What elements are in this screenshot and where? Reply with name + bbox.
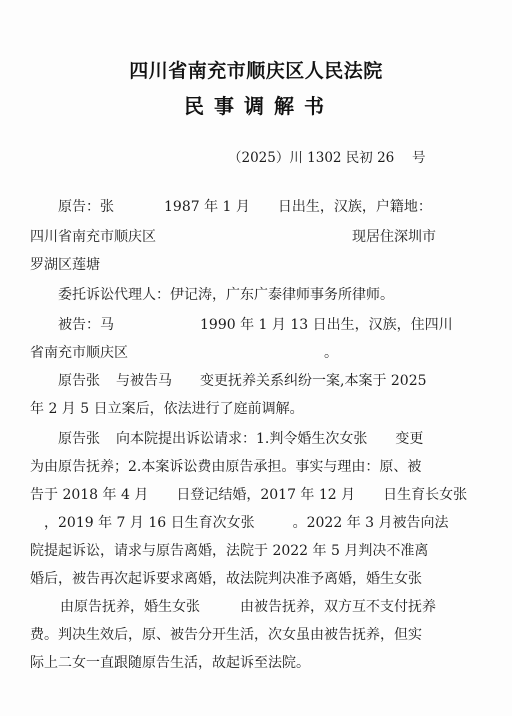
text-segment: 罗湖区莲塘 xyxy=(30,257,100,273)
text-segment: 四川省南充市顺庆区 xyxy=(30,229,156,245)
court-name: 四川省南充市顺庆区人民法院 xyxy=(129,60,383,82)
text-segment: 际上二女一直跟随原告生活，故起诉至法院。 xyxy=(30,655,310,671)
defendant-line xyxy=(58,314,453,334)
text-segment: 原告张 xyxy=(58,431,100,447)
text-segment: 为由原告抚养；2.本案诉讼费由原告承担。事实与理由：原、被 xyxy=(30,459,422,475)
text-segment: 1987 年 1 月 xyxy=(164,199,250,215)
text-segment: 日出生，汉族，户籍地： xyxy=(277,199,432,215)
text-segment: 变更 xyxy=(395,431,424,447)
facts-continued-4 xyxy=(30,596,436,616)
plaintiff-address-line xyxy=(30,226,436,246)
text-segment: 现居住深圳市 xyxy=(352,229,436,245)
text-segment: 原告：张 xyxy=(58,199,114,215)
text-segment: 。2022 年 3 月被告向法 xyxy=(292,515,449,531)
facts-continued-6 xyxy=(30,652,310,672)
text-segment: 。 xyxy=(324,345,338,361)
text-segment: ，2019 年 7 月 16 日生育次女张 xyxy=(44,515,255,531)
facts-continued-2 xyxy=(30,540,428,560)
text-segment: 变更抚养关系纠纷一案,本案于 2025 xyxy=(200,373,427,389)
text-segment: 向本院提出诉讼请求：1.判令婚生次女张 xyxy=(116,431,368,447)
facts-continued-3 xyxy=(30,568,422,588)
text-segment: 被告：马 xyxy=(58,317,114,333)
plaintiff-address-continued xyxy=(30,254,100,274)
document-type-title: 民事调解书 xyxy=(184,94,334,118)
text-segment: 省南充市顺庆区 xyxy=(30,345,128,361)
facts-continued-5 xyxy=(30,624,422,644)
facts-continued-1 xyxy=(30,512,449,532)
text-segment: 婚后，被告再次起诉要求离婚，故法院判决准予离婚，婚生女张 xyxy=(30,571,422,587)
text-segment: 1990 年 1 月 13 日出生，汉族，住四川 xyxy=(200,317,453,333)
text-segment: 费。判决生效后，原、被告分开生活，次女虽由被告抚养，但实 xyxy=(30,627,422,643)
defendant-address-line xyxy=(30,342,338,362)
text-segment: 日登记结婚，2017 年 12 月 xyxy=(176,487,356,503)
text-segment: 由原告抚养，婚生女张 xyxy=(60,599,200,615)
text-segment: 院提起诉讼，请求与原告离婚，法院于 2022 年 5 月判决不准离 xyxy=(30,543,429,559)
text-segment: 由被告抚养，双方互不支付抚养 xyxy=(240,599,436,615)
case-summary-line xyxy=(58,370,427,390)
claims-line xyxy=(58,428,423,448)
agent-line xyxy=(58,284,394,304)
plaintiff-line xyxy=(58,196,432,216)
text-segment: 与被告马 xyxy=(116,373,172,389)
text-segment: 日生育长女张 xyxy=(383,487,468,503)
text-segment: 年 2 月 5 日立案后，依法进行了庭前调解。 xyxy=(30,401,304,417)
text-segment: 委托诉讼代理人：伊记涛，广东广泰律师事务所律师。 xyxy=(58,287,394,303)
claims-continued xyxy=(30,456,421,476)
case-summary-continued xyxy=(30,398,304,418)
text-segment: 原告张 xyxy=(58,373,100,389)
case-number: （2025）川 1302 民初 26 号 xyxy=(228,150,426,166)
facts-line xyxy=(30,484,467,504)
text-segment: 告于 2018 年 4 月 xyxy=(30,487,149,503)
